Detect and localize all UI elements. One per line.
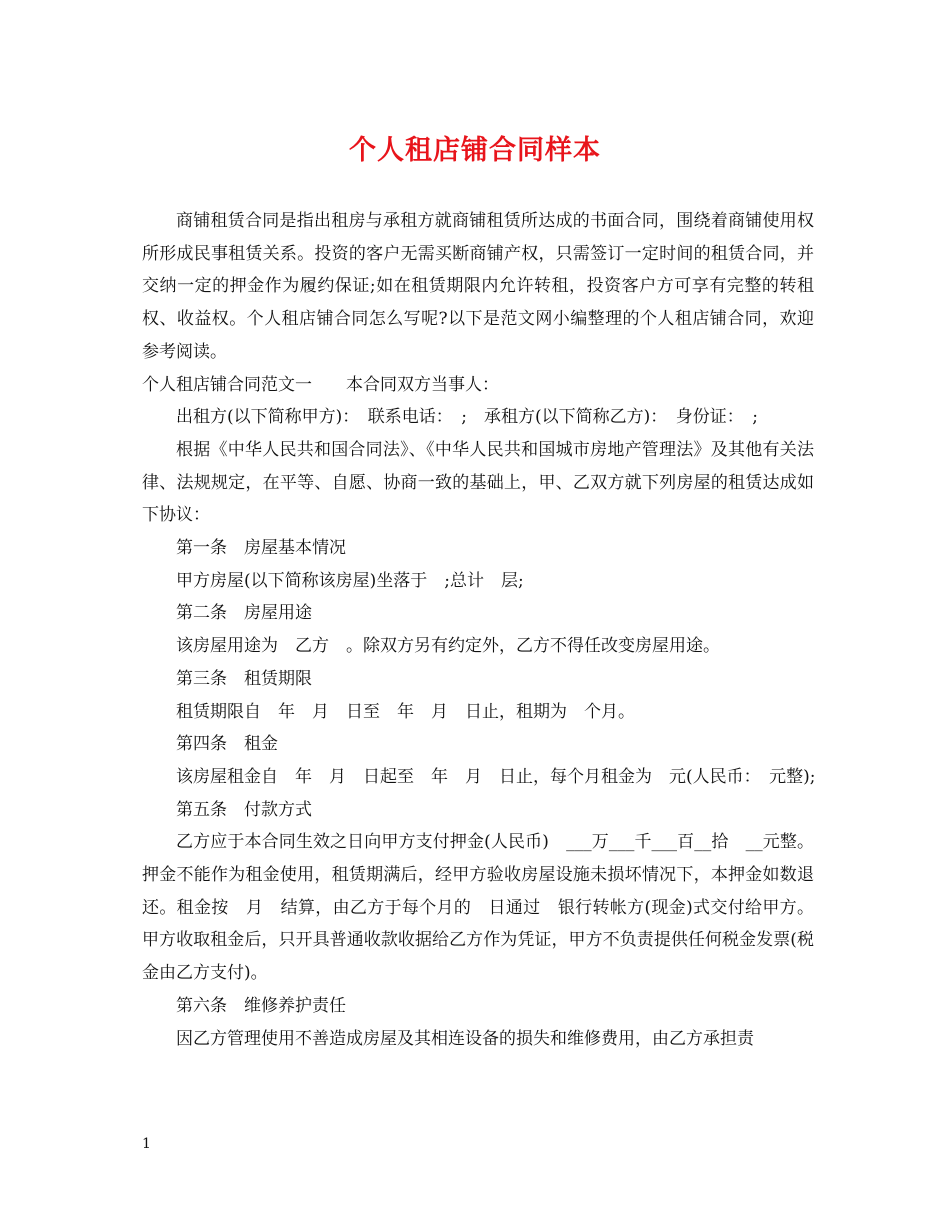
article-1-text: 甲方房屋(以下简称该房屋)坐落于 ;总计 层; <box>176 570 524 591</box>
document-body <box>142 205 814 1055</box>
article-3-heading: 第三条 租赁期限 <box>176 668 312 689</box>
article-3-text: 租赁期限自 年 月 日至 年 月 日止，租期为 个月。 <box>176 701 635 722</box>
article-5-heading: 第五条 付款方式 <box>176 799 312 820</box>
article-4-text: 该房屋租金自 年 月 日起至 年 月 日止，每个月租金为 元(人民币： 元整); <box>176 766 816 787</box>
paragraph-parties: 出租方(以下简称甲方)： 联系电话： ; 承租方(以下简称乙方)： 身份证： ; <box>176 407 758 428</box>
paragraph-legal-basis: 根据《中华人民共和国合同法》、《中华人民共和国城市房地产管理法》及其他有关法律、法规规定，在平等、自愿、协商一致的基础上，甲、乙双方就下列房屋的租赁达成如下协议： <box>142 439 814 526</box>
article-1-heading: 第一条 房屋基本情况 <box>176 538 346 559</box>
article-2-heading: 第二条 房屋用途 <box>176 603 312 624</box>
document-title: 个人租店铺合同样本 <box>349 135 601 166</box>
article-5-text: 乙方应于本合同生效之日向甲方支付押金(人民币) ___万___千___百__拾 __元整。押金不能作为租金使用，租赁期满后，经甲方验收房屋设施未损坏情况下，本押金如数退还。租金按 月 结算，由乙方于每个月的 日通过 银行转帐方(现金)式交付给甲方。甲方收取租金后，只开具普通收款收据给乙方作为凭证，甲方不负责提供任何税金发票(税金由乙方支付)。 <box>142 832 814 984</box>
page-number: 1 <box>142 1136 151 1152</box>
paragraph-intro: 商铺租赁合同是指出租房与承租方就商铺租赁所达成的书面合同，围绕着商铺使用权所形成民事租赁关系。投资的客户无需买断商铺产权，只需签订一定时间的租赁合同，并交纳一定的押金作为履约保证;如在租赁期限内允许转租，投资客户方可享有完整的转租权、收益权。个人租店铺合同怎么写呢?以下是范文网小编整理的个人租店铺合同，欢迎参考阅读。 <box>142 211 814 362</box>
paragraph-sample-heading: 个人租店铺合同范文一 本合同双方当事人： <box>142 374 499 395</box>
article-6-heading: 第六条 维修养护责任 <box>176 995 346 1016</box>
article-2-text: 该房屋用途为 乙方 。除双方另有约定外，乙方不得任改变房屋用途。 <box>176 636 720 657</box>
article-6-text: 因乙方管理使用不善造成房屋及其相连设备的损失和维修费用，由乙方承担责 <box>176 1028 754 1049</box>
article-4-heading: 第四条 租金 <box>176 734 278 755</box>
